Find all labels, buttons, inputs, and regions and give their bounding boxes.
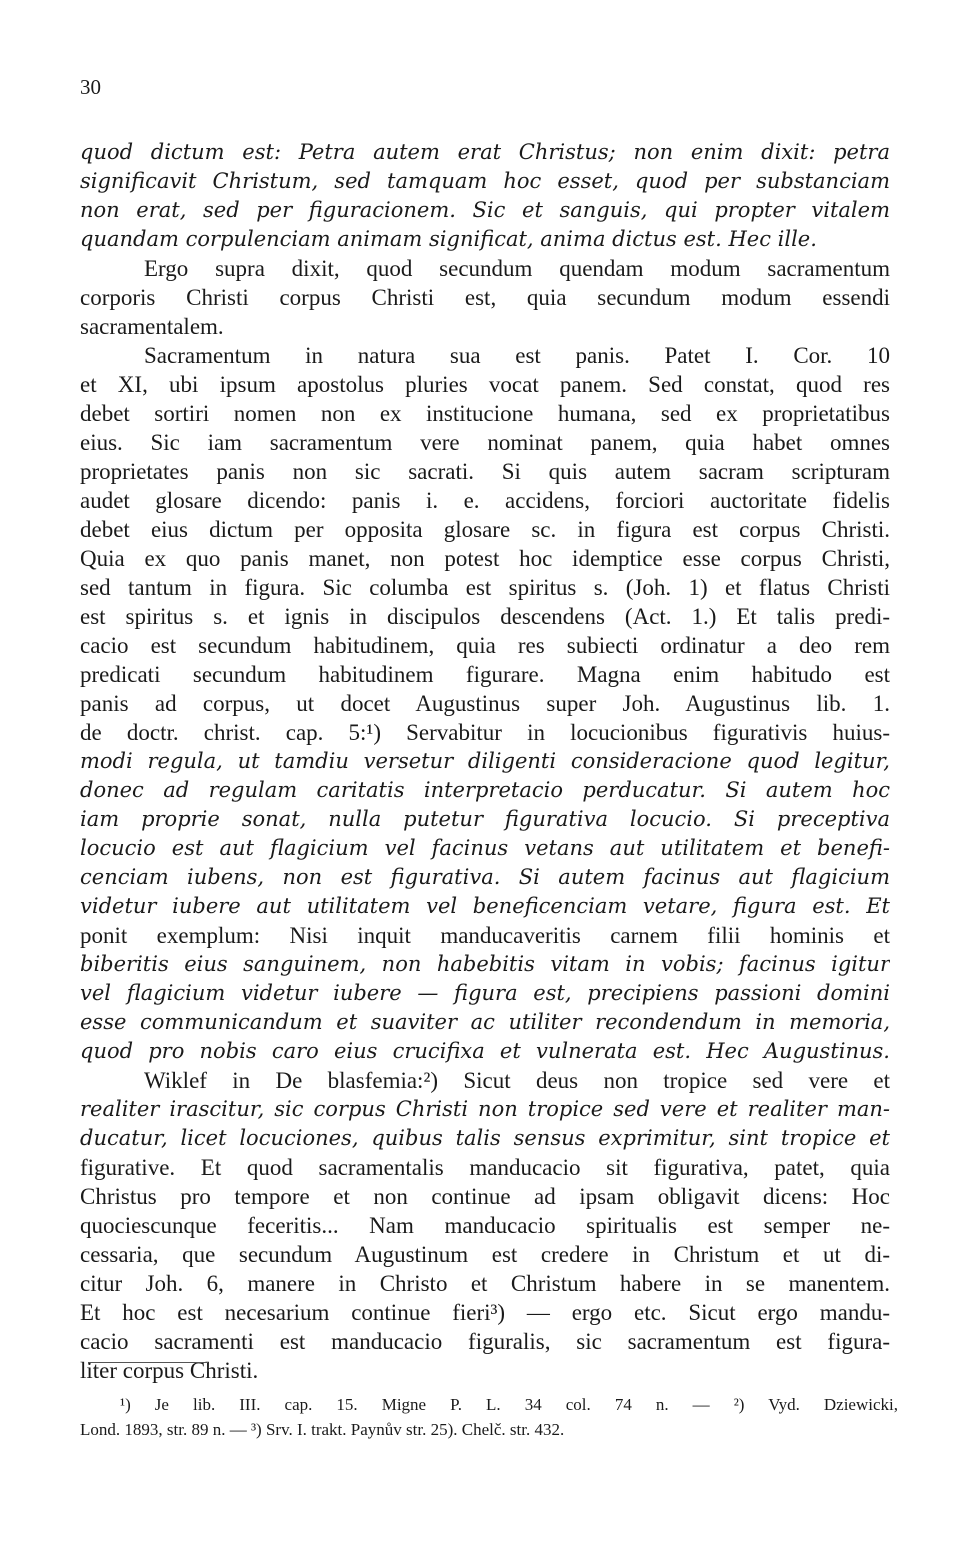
text-line: cenciam iubens, non est figurativa. Si autem facinus aut flagicium <box>80 865 890 889</box>
text-line: corporis Christi corpus Christi est, quia secundum modum essendi <box>80 285 890 310</box>
text-line: esse communicandum et suaviter ac utiliter recondendum in memoria, <box>80 1010 890 1034</box>
text-line: cacio est secundum habitudinem, quia res subiecti ordinatur a deo rem <box>80 633 890 658</box>
text-line: quod pro nobis caro eius crucifixa et vulnerata est. Hec Augustinus. <box>80 1039 890 1063</box>
text-line: sed tantum in figura. Sic columba est spiritus s. (Joh. 1) et flatus Christi <box>80 575 890 600</box>
text-line: locucio est aut flagicium vel facinus vetans aut utilitatem et benefi- <box>80 836 890 860</box>
text-line: Et hoc est necesarium continue fieri³) — ergo etc. Sicut ergo mandu- <box>80 1300 890 1325</box>
text-line: Christus pro tempore et non continue ad ipsam obligavit dicens: Hoc <box>80 1184 890 1209</box>
text-line: significavit Christum, sed tamquam hoc esset, quod per substanciam <box>80 169 890 193</box>
text-line: liter corpus Christi. <box>80 1358 259 1383</box>
text-line: ponit exemplum: Nisi inquit manducaveritis carnem filii hominis et <box>80 923 890 948</box>
text-line: realiter irascitur, sic corpus Christi non tropice sed vere et realiter man- <box>80 1097 890 1121</box>
text-line: Ergo supra dixit, quod secundum quendam modum sacramentum <box>144 256 890 281</box>
text-line: Wiklef in De blasfemia:²) Sicut deus non tropice sed vere et <box>144 1068 890 1093</box>
text-line: non erat, sed per figuracionem. Sic et sanguis, qui propter vitalem <box>80 198 890 222</box>
text-line: et XI, ubi ipsum apostolus pluries vocat panem. Sed constat, quod res <box>80 372 890 397</box>
text-line: iam proprie sonat, nulla putetur figurativa locucio. Si preceptiva <box>80 807 890 831</box>
footnotes <box>80 1392 898 1442</box>
text-line: quod dictum est: Petra autem erat Christus; non enim dixit: petra <box>80 140 890 164</box>
text-line: citur Joh. 6, manere in Christo et Christum habere in se manentem. <box>80 1271 890 1296</box>
page-number: 30 <box>80 75 101 99</box>
text-line: cacio sacramenti est manducacio figuralis, sic sacramentum est figura- <box>80 1329 890 1354</box>
text-line: donec ad regulam caritatis interpretacio perducatur. Si autem hoc <box>80 778 890 802</box>
text-line: Quia ex quo panis manet, non potest hoc idemptice esse corpus Christi, <box>80 546 890 571</box>
text-line: eius. Sic iam sacramentum vere nominat panem, quia habet omnes <box>80 430 890 455</box>
text-line: audet glosare dicendo: panis i. e. accidens, forciori auctoritate fidelis <box>80 488 890 513</box>
text-line: debet sortiri nomen non ex institucione humana, sed ex proprietatibus <box>80 401 890 426</box>
text-line: panis ad corpus, ut docet Augustinus super Joh. Augustinus lib. 1. <box>80 691 890 716</box>
text-line: modi regula, ut tamdiu versetur diligenti consideracione quod legitur, <box>80 749 890 773</box>
footnote-line: Lond. 1893, str. 89 n. — ³) Srv. I. trakt. Paynův str. 25). Chelč. str. 432. <box>80 1420 565 1439</box>
text-line: de doctr. christ. cap. 5:¹) Servabitur in locucionibus figurativis huius- <box>80 720 890 745</box>
body-text <box>80 138 890 1385</box>
text-line: vel flagicium videtur iubere — figura est, precipiens passioni domini <box>80 981 890 1005</box>
text-line: figurative. Et quod sacramentalis manducacio sit figurativa, patet, quia <box>80 1155 890 1180</box>
text-line: cessaria, que secundum Augustinum est credere in Christum et ut di- <box>80 1242 890 1267</box>
text-line: biberitis eius sanguinem, non habebitis vitam in vobis; facinus igitur <box>80 952 890 976</box>
text-line: debet eius dictum per opposita glosare sc. in figura est corpus Christi. <box>80 517 890 542</box>
text-line: proprietates panis non sic sacrati. Si quis autem sacram scripturam <box>80 459 890 484</box>
text-line: quandam corpulenciam animam significat, anima dictus est. Hec ille. <box>80 227 817 251</box>
text-line: predicati secundum habitudinem figurare. Magna enim habitudo est <box>80 662 890 687</box>
footnote-rule <box>88 1362 208 1363</box>
text-line: sacramentalem. <box>80 314 224 339</box>
text-line: Sacramentum in natura sua est panis. Patet I. Cor. 10 <box>144 343 890 368</box>
text-line: quociescunque feceritis... Nam manducacio spiritualis est semper ne- <box>80 1213 890 1238</box>
text-line: est spiritus s. et ignis in discipulos descendens (Act. 1.) Et talis predi- <box>80 604 890 629</box>
text-line: ducatur, licet locuciones, quibus talis sensus exprimitur, sint tropice et <box>80 1126 890 1150</box>
footnote-line: ¹) Je lib. III. cap. 15. Migne P. L. 34 col. 74 n. — ²) Vyd. Dziewicki, <box>120 1395 898 1414</box>
text-line: videtur iubere aut utilitatem vel beneficenciam vetare, figura est. Et <box>80 894 890 918</box>
